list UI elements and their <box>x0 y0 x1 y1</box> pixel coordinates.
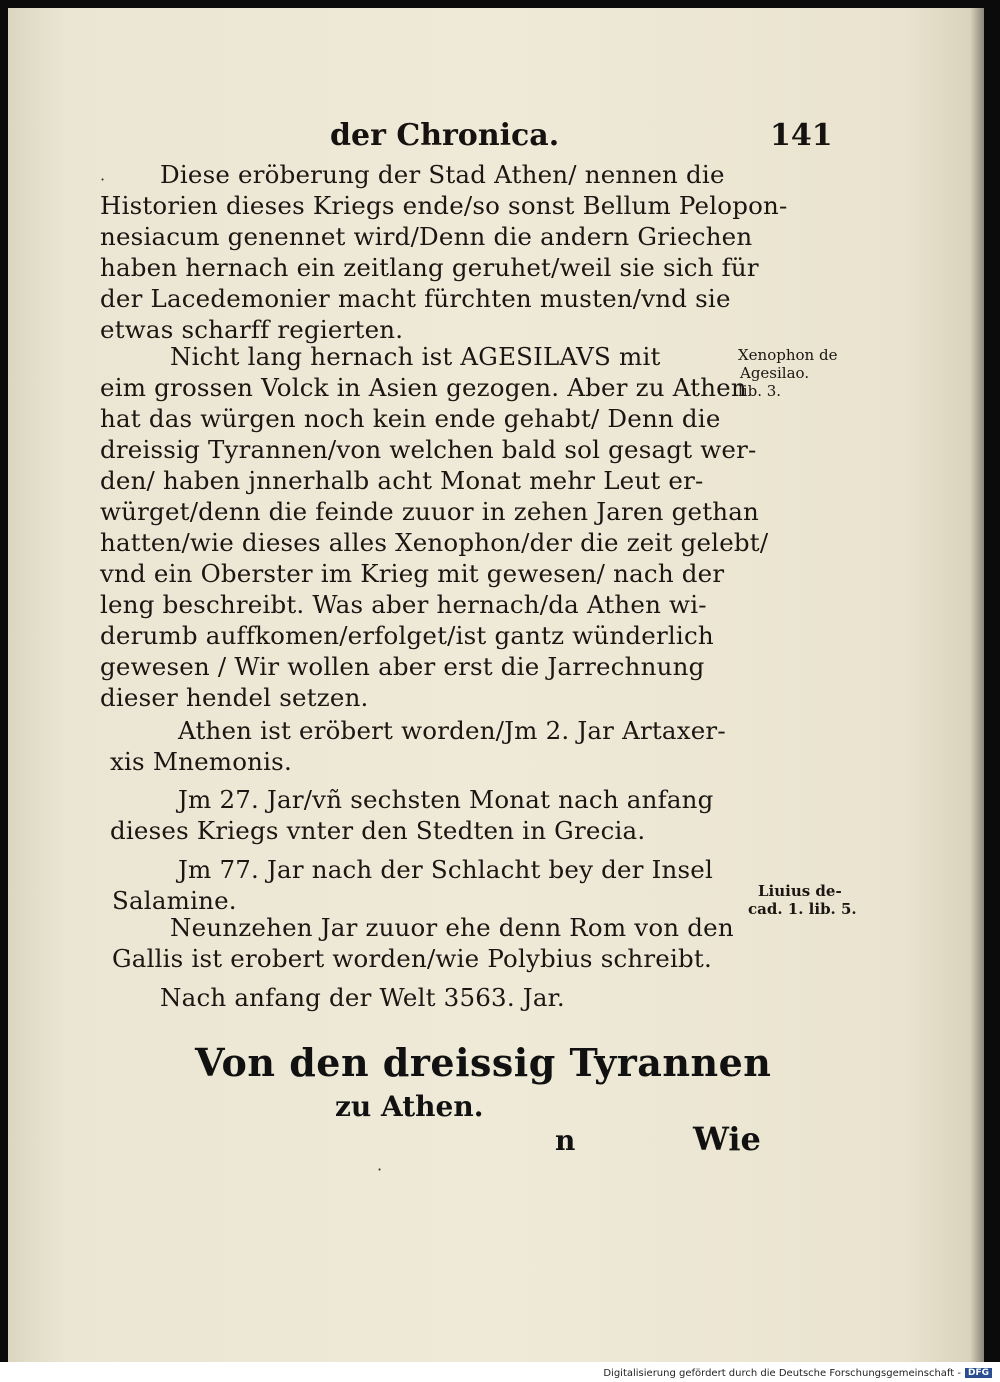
ink-speck: · <box>377 1160 383 1179</box>
margin-note-line: Xenophon de <box>738 346 838 364</box>
text-line: derumb auffkomen/erfolget/ist gantz wünderlich <box>100 621 714 650</box>
margin-note-line: Agesilao. <box>740 364 810 382</box>
text-line: nesiacum genennet wird/Denn die andern Griechen <box>100 222 753 251</box>
text-line: würget/denn die feinde zuuor in zehen Jaren gethan <box>100 497 759 526</box>
text-line: xis Mnemonis. <box>110 747 292 776</box>
text-line: dieser hendel setzen. <box>100 683 369 712</box>
footer-credit-text: Digitalisierung gefördert durch die Deutsche Forschungsgemeinschaft - <box>603 1367 961 1379</box>
text-line: hat das würgen noch kein ende gehabt/ Denn die <box>100 404 721 433</box>
text-line: eim grossen Volck in Asien gezogen. Aber zu Athen <box>100 373 747 402</box>
text-line: etwas scharff regierten. <box>100 315 404 344</box>
text-line: gewesen / Wir wollen aber erst die Jarrechnung <box>100 652 705 681</box>
text-line: vnd ein Oberster im Krieg mit gewesen/ nach der <box>100 559 725 588</box>
text-line: Jm 27. Jar/vñ sechsten Monat nach anfang <box>178 785 714 814</box>
text-line: Jm 77. Jar nach der Schlacht bey der Insel <box>178 855 713 884</box>
text-line: Diese eröberung der Stad Athen/ nennen die <box>160 160 725 189</box>
text-line: dieses Kriegs vnter den Stedten in Grecia. <box>110 816 646 845</box>
text-line: Nicht lang hernach ist AGESILAVS mit <box>170 342 661 371</box>
text-line: Historien dieses Kriegs ende/so sonst Bellum Pelopon- <box>100 191 788 220</box>
page-edge-shadow <box>970 8 984 1362</box>
signature-mark: n <box>555 1124 576 1157</box>
ink-speck: · <box>100 170 106 189</box>
text-line: den/ haben jnnerhalb acht Monat mehr Leut er- <box>100 466 704 495</box>
text-line: Salamine. <box>112 886 237 915</box>
catchword: Wie <box>693 1120 761 1158</box>
section-subheading: zu Athen. <box>335 1090 484 1123</box>
margin-note-line: cad. 1. lib. 5. <box>748 900 857 918</box>
text-line: Neunzehen Jar zuuor ehe denn Rom von den <box>170 913 734 942</box>
dfg-logo: DFG <box>965 1368 992 1378</box>
text-line: dreissig Tyrannen/von welchen bald sol gesagt wer- <box>100 435 757 464</box>
margin-note-line: lib. 3. <box>738 382 782 400</box>
text-line: hatten/wie dieses alles Xenophon/der die zeit gelebt/ <box>100 528 769 557</box>
footer-credit <box>603 1366 992 1380</box>
text-line: leng beschreibt. Was aber hernach/da Athen wi- <box>100 590 707 619</box>
text-line: Athen ist eröbert worden/Jm 2. Jar Artaxer- <box>178 716 726 745</box>
margin-note-livius <box>748 882 857 918</box>
page-number: 141 <box>770 118 833 153</box>
section-heading: Von den dreissig Tyrannen <box>195 1040 772 1085</box>
text-line: Gallis ist erobert worden/wie Polybius schreibt. <box>112 944 712 973</box>
text-line: der Lacedemonier macht fürchten musten/vnd sie <box>100 284 731 313</box>
text-line: Nach anfang der Welt 3563. Jar. <box>160 983 565 1012</box>
running-header: der Chronica. <box>330 118 560 153</box>
margin-note-line: Liuius de- <box>758 882 842 900</box>
margin-note-xenophon <box>738 346 837 400</box>
text-line: haben hernach ein zeitlang geruhet/weil sie sich für <box>100 253 759 282</box>
